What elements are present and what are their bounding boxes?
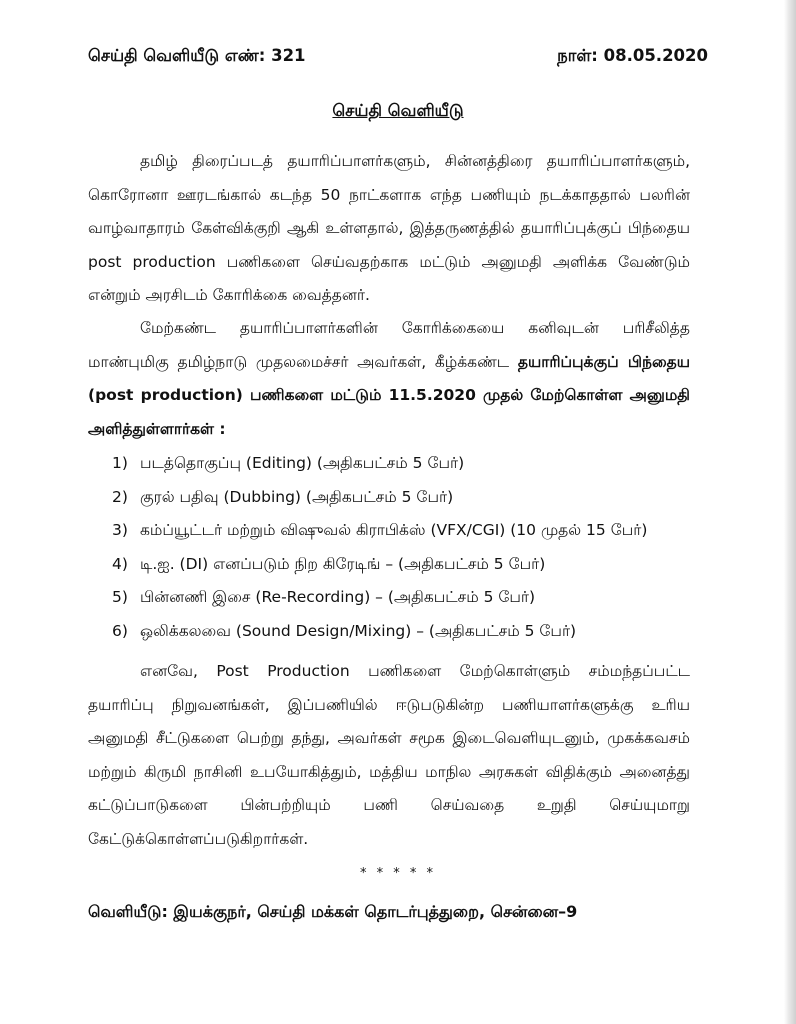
- list-item-text: டி.ஐ. (DI) எனப்படும் நிற கிரேடிங் – (அதிகபட்சம் 5 பேர்): [140, 554, 546, 573]
- list-item: [112, 548, 692, 582]
- list-item: [112, 481, 692, 515]
- release-date: நாள்: 08.05.2020: [557, 46, 708, 65]
- work-list: [112, 447, 692, 648]
- release-number: செய்தி வெளியீடு எண்: 321: [88, 46, 306, 65]
- document-header: [88, 46, 708, 70]
- list-item-text: கம்ப்யூட்டர் மற்றும் விஷுவல் கிராபிக்ஸ் (VFX/CGI) (10 முதல் 15 பேர்): [140, 521, 648, 539]
- list-item-number: 5): [112, 588, 128, 606]
- list-item: [112, 447, 692, 481]
- list-item-number: 2): [112, 487, 128, 506]
- list-item: [112, 615, 692, 649]
- list-item-text: பின்னணி இசை (Re-Recording) – (அதிகபட்சம் 5 பேர்): [140, 588, 536, 606]
- list-item-text: படத்தொகுப்பு (Editing) (அதிகபட்சம் 5 பேர்): [140, 454, 465, 472]
- section-separator: * * * * *: [359, 866, 437, 881]
- paragraph-1: தமிழ் திரைப்படத் தயாரிப்பாளர்களும், சின்னத்திரை தயாரிப்பாளர்களும், கொரோனா ஊரடங்கால் கடந்த 50 நாட்களாக எந்த பணியும் நடக்காததால் பலரின் வாழ்வாதாரம் கேள்விக்குறி ஆகி உள்ளதால், இத்தருணத்தில் தயாரிப்புக்குப் பிந்தைய post production பணிகளை செய்வதற்காக மட்டும் அனுமதி அளிக்க வேண்டும் என்றும் அரசிடம் கோரிக்கை வைத்தனர்.: [88, 152, 690, 304]
- document-title: செய்தி வெளியீடு: [332, 101, 464, 120]
- list-item-number: 3): [112, 521, 128, 539]
- paragraph-2: [88, 312, 690, 446]
- list-item-text: ஒலிக்கலவை (Sound Design/Mixing) – (அதிகபட்சம் 5 பேர்): [140, 621, 577, 640]
- document-footer: வெளியீடு: இயக்குநர், செய்தி மக்கள் தொடர்புத்துறை, சென்னை–9: [88, 902, 578, 921]
- list-item-number: 6): [112, 621, 128, 640]
- list-item: [112, 581, 692, 615]
- paragraph-2-bold: தயாரிப்புக்குப் பிந்தைய (post production) பணிகளை மட்டும் 11.5.2020 முதல் மேற்கொள்ள அனுமதி அளித்துள்ளார்கள் :: [88, 352, 690, 438]
- paragraph-3: எனவே, Post Production பணிகளை மேற்கொள்ளும் சம்மந்தப்பட்ட தயாரிப்பு நிறுவனங்கள், இப்பணியில் ஈடுபடுகின்ற பணியாளர்களுக்கு உரிய அனுமதி சீட்டுகளை பெற்று தந்து, அவர்கள் சமூக இடைவெளியுடனும், முகக்கவசம் மற்றும் கிருமி நாசினி உபயோகித்தும், மத்திய மாநில அரசுகள் விதிக்கும் அனைத்து கட்டுப்பாடுகளை பின்பற்றியும் பணி செய்வதை உறுதி செய்யுமாறு கேட்டுக்கொள்ளப்படுகிறார்கள்.: [88, 662, 690, 848]
- list-item: [112, 514, 692, 548]
- list-item-number: 1): [112, 454, 128, 472]
- paragraph-2-intro: மேற்கண்ட தயாரிப்பாளர்களின் கோரிக்கையை கனிவுடன் பரிசீலித்த மாண்புமிகு தமிழ்நாடு முதலமைச்சர் அவர்கள், கீழ்க்கண்ட: [88, 319, 690, 371]
- list-item-text: குரல் பதிவு (Dubbing) (அதிகபட்சம் 5 பேர்): [140, 487, 454, 506]
- list-item-number: 4): [112, 554, 128, 573]
